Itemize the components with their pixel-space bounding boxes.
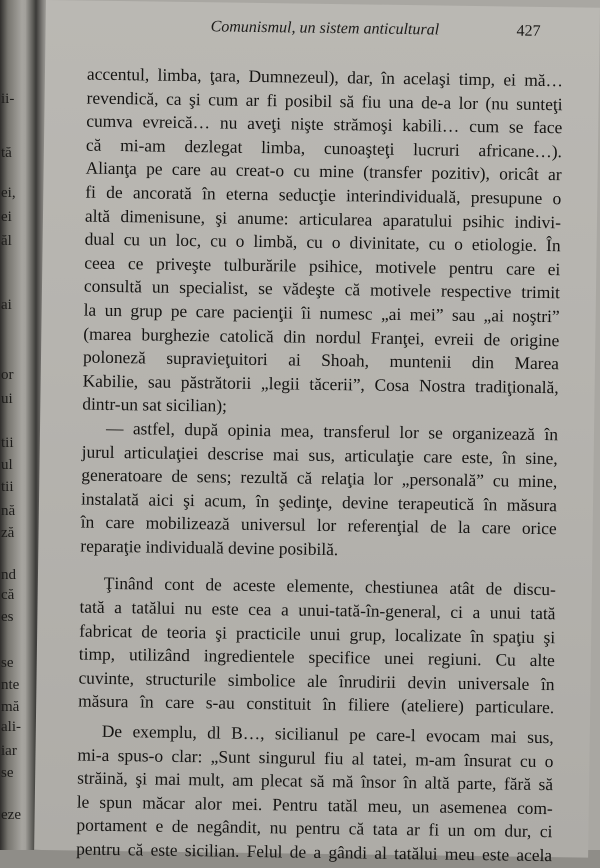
right-page xyxy=(34,0,600,866)
page-number: 427 xyxy=(516,22,541,40)
text-line: generatoare de sens; rezultă că relaţia lor „personală” cu mine, xyxy=(81,464,558,492)
left-page-fragment: că xyxy=(1,587,15,603)
left-page-fragment: ui xyxy=(1,391,13,407)
left-page-fragment: se xyxy=(1,765,14,781)
paragraph-1 xyxy=(82,63,563,424)
text-line: fabricat de teoria şi practicile unui grup, localizate în spaţiu şi xyxy=(79,620,556,647)
text-line: cuvinte, structurile simbolice ale înrudirii devin universale în xyxy=(78,667,555,695)
text-line: ceea ce priveşte tulburările psihice, motivele pentru care ei xyxy=(84,252,561,279)
left-page-fragment: mă xyxy=(1,699,20,715)
text-line: măsura în care s-au constituit în filiere (ateliere) particulare. xyxy=(78,690,555,718)
left-page-fragment: es xyxy=(1,609,14,625)
text-line: altă dimenisune, şi anume: articularea aparatului psihic indivi- xyxy=(84,205,562,232)
paragraph-4 xyxy=(76,720,554,868)
text-line: în care mobilizează universul lor referenţial de la care orice xyxy=(80,511,557,539)
text-line: — astfel, după opinia mea, transferul lor se organizează în xyxy=(105,417,559,445)
text-line: Ţinând cont de aceste elemente, chestiunea atât de discu- xyxy=(103,573,556,600)
left-page-fragment: eze xyxy=(1,807,21,823)
text-line: străină, şi mai mult, am plecat să mă însor în altă parte, fără să xyxy=(77,767,554,795)
text-line: dual cu un loc, cu o limbă, cu o divinitate, cu o etiologie. În xyxy=(84,228,561,256)
left-page-fragment: tii xyxy=(1,479,14,495)
running-title: Comunismul, un sistem anticultural xyxy=(210,18,440,39)
left-page-fragment: ăl xyxy=(1,233,12,249)
text-line: jurul articulaţiei descrise mai sus, articulaţie care este, în sine, xyxy=(81,441,558,468)
text-line: pentru că este sicilian. Felul de a gândi al tatălui meu este acela xyxy=(76,838,553,866)
left-page-fragment: or xyxy=(1,367,14,383)
left-page-fragment: ei xyxy=(1,209,12,225)
text-line: mi-a spus-o clar: „Sunt singurul fiu al tatei, m-am însurat cu o xyxy=(77,744,554,771)
text-line: timp, utilizând ingredientele specifice unei regiuni. Cu alte xyxy=(78,643,555,671)
left-page-fragment: ză xyxy=(1,525,15,541)
paragraph-3 xyxy=(78,572,556,720)
left-page-fragment: nd xyxy=(1,567,16,583)
left-page-fragment: ali- xyxy=(1,719,21,735)
text-line: consultă un specialist, se vădeşte că motivele respective trimit xyxy=(83,275,561,303)
text-line: dintr-un sat sicilian); xyxy=(82,393,228,416)
page-header xyxy=(210,18,580,49)
text-line: tată a tatălui nu este cea a unui-tată-în-general, ci a unui tată xyxy=(79,596,556,624)
left-page-fragment: tă xyxy=(1,145,12,161)
text-line: fi de ancorată în eterna seducţie interindividuală, presupune o xyxy=(85,181,562,209)
text-line: reparaţie individuală devine posibilă. xyxy=(80,535,339,560)
text-line: (marea burghezie catolică din nordul Franţei, evreii de origine xyxy=(83,323,560,350)
text-line: instalată aici şi acum, în şedinţe, devine terapeutică în măsura xyxy=(80,488,558,515)
left-page-fragment: ii- xyxy=(1,91,15,107)
text-line: revendică, ca şi cum ar fi posibil să fiu una de-a lor (nu sunteţi xyxy=(86,87,563,114)
text-line: Alianţa pe care au creat-o cu mine (transfer pozitiv), oricât ar xyxy=(85,157,562,185)
body-text xyxy=(76,63,563,868)
left-page-fragment: tii xyxy=(1,435,14,451)
text-line: le spun măcar alor mei. Pentru tatăl meu, un asemenea com- xyxy=(76,791,553,818)
text-line: poloneză supravieţuitori ai Shoah, muntenii din Marea xyxy=(82,346,560,374)
text-line: accentul, limba, ţara, Dumnezeul), dar, în acelaşi timp, ei mă… xyxy=(86,63,564,91)
left-page-fragment: se xyxy=(1,655,14,671)
text-line: că mi-am dezlegat limba, cunoaşteţi lucruri africane…). xyxy=(85,134,563,161)
left-page-fragment: iar xyxy=(1,743,17,759)
text-line: Kabilie, sau păstrătorii „legii tăcerii”, Cosa Nostra tradiţională, xyxy=(82,370,559,397)
left-page-fragment: nte xyxy=(1,677,20,693)
text-line: cumva evreică… nu aveţi nişte strămoşi kabili… cum se face xyxy=(86,110,563,138)
left-page-fragment: nă xyxy=(1,503,16,519)
paragraph-2 xyxy=(80,416,558,564)
left-page-fragment: ai xyxy=(1,297,12,313)
text-line: portament e de negândit, nu pentru că tata ar fi un om dur, ci xyxy=(76,814,553,842)
text-line: De exemplu, dl B…, sicilianul pe care-l evocam mai sus, xyxy=(101,720,554,748)
left-page-fragment: ul xyxy=(1,457,13,473)
left-page-fragment: ei, xyxy=(1,185,16,201)
text-line: la un grup pe care pacienţii îi numesc „ai mei” sau „ai noştri” xyxy=(83,299,560,327)
